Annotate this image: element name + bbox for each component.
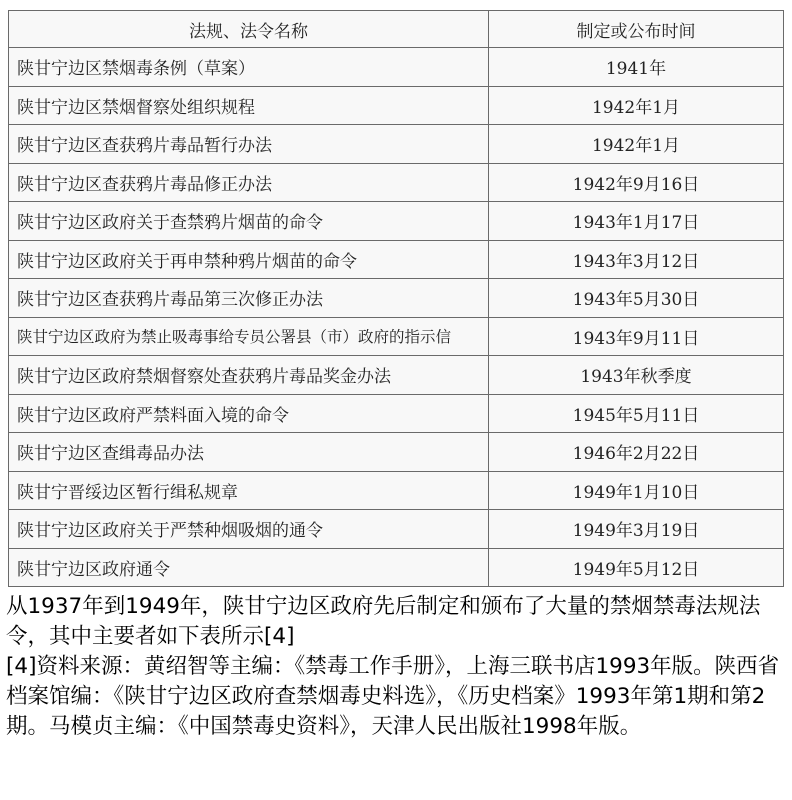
regulation-name-cell: 陕甘宁边区查获鸦片毒品修正办法 — [9, 163, 489, 202]
table-row — [9, 202, 784, 241]
regulation-name-cell: 陕甘宁晋绥边区暂行缉私规章 — [9, 471, 489, 510]
regulation-name-cell: 陕甘宁边区政府关于查禁鸦片烟苗的命令 — [9, 202, 489, 241]
regulations-table-container — [8, 10, 783, 586]
caption-source-note: [4]资料来源：黄绍智等主编：《禁毒工作手册》，上海三联书店1993年版。陕西省档案馆编：《陕甘宁边区政府查禁烟毒史料选》，《历史档案》1993年第1期和第2期。马模贞主编：《中国禁毒史资料》，天津人民出版社1998年版。 — [6, 654, 780, 739]
enactment-date-cell: 1943年秋季度 — [489, 356, 784, 395]
enactment-date-cell: 1943年9月11日 — [489, 317, 784, 356]
enactment-date-cell: 1943年1月17日 — [489, 202, 784, 241]
enactment-date-cell: 1945年5月11日 — [489, 394, 784, 433]
enactment-date-cell: 1949年1月10日 — [489, 471, 784, 510]
enactment-date-cell: 1943年5月30日 — [489, 279, 784, 318]
table-header-row — [9, 11, 784, 48]
regulation-name-cell: 陕甘宁边区政府关于严禁种烟吸烟的通令 — [9, 510, 489, 549]
table-row — [9, 279, 784, 318]
enactment-date-cell: 1949年5月12日 — [489, 548, 784, 587]
enactment-date-cell: 1946年2月22日 — [489, 433, 784, 472]
regulation-name-cell: 陕甘宁边区政府为禁止吸毒事给专员公署县（市）政府的指示信 — [9, 317, 489, 356]
regulation-name-cell: 陕甘宁边区政府通令 — [9, 548, 489, 587]
regulation-name-cell: 陕甘宁边区政府关于再申禁种鸦片烟苗的命令 — [9, 240, 489, 279]
enactment-date-cell: 1942年9月16日 — [489, 163, 784, 202]
enactment-date-cell: 1942年1月 — [489, 86, 784, 125]
enactment-date-cell: 1943年3月12日 — [489, 240, 784, 279]
regulation-name-cell: 陕甘宁边区政府禁烟督察处查获鸦片毒品奖金办法 — [9, 356, 489, 395]
table-row — [9, 317, 784, 356]
table-row — [9, 471, 784, 510]
enactment-date-cell: 1942年1月 — [489, 125, 784, 164]
table-row — [9, 86, 784, 125]
enactment-date-cell: 1949年3月19日 — [489, 510, 784, 549]
table-row — [9, 356, 784, 395]
regulation-name-cell: 陕甘宁边区查获鸦片毒品第三次修正办法 — [9, 279, 489, 318]
regulations-table — [8, 10, 784, 587]
regulation-name-cell: 陕甘宁边区查获鸦片毒品暂行办法 — [9, 125, 489, 164]
table-row — [9, 394, 784, 433]
regulation-name-cell: 陕甘宁边区禁烟毒条例（草案） — [9, 48, 489, 87]
header-enactment-date: 制定或公布时间 — [489, 11, 784, 48]
regulation-name-cell: 陕甘宁边区政府严禁料面入境的命令 — [9, 394, 489, 433]
table-row — [9, 548, 784, 587]
table-row — [9, 433, 784, 472]
caption-intro: 从1937年到1949年，陕甘宁边区政府先后制定和颁布了大量的禁烟禁毒法规法令，其中主要者如下表所示[4] — [6, 594, 761, 649]
table-row — [9, 510, 784, 549]
enactment-date-cell: 1941年 — [489, 48, 784, 87]
table-row — [9, 163, 784, 202]
table-row — [9, 240, 784, 279]
caption-block — [6, 592, 788, 742]
regulation-name-cell: 陕甘宁边区禁烟督察处组织规程 — [9, 86, 489, 125]
table-row — [9, 48, 784, 87]
table-row — [9, 125, 784, 164]
regulation-name-cell: 陕甘宁边区查缉毒品办法 — [9, 433, 489, 472]
header-regulation-name: 法规、法令名称 — [9, 11, 489, 48]
